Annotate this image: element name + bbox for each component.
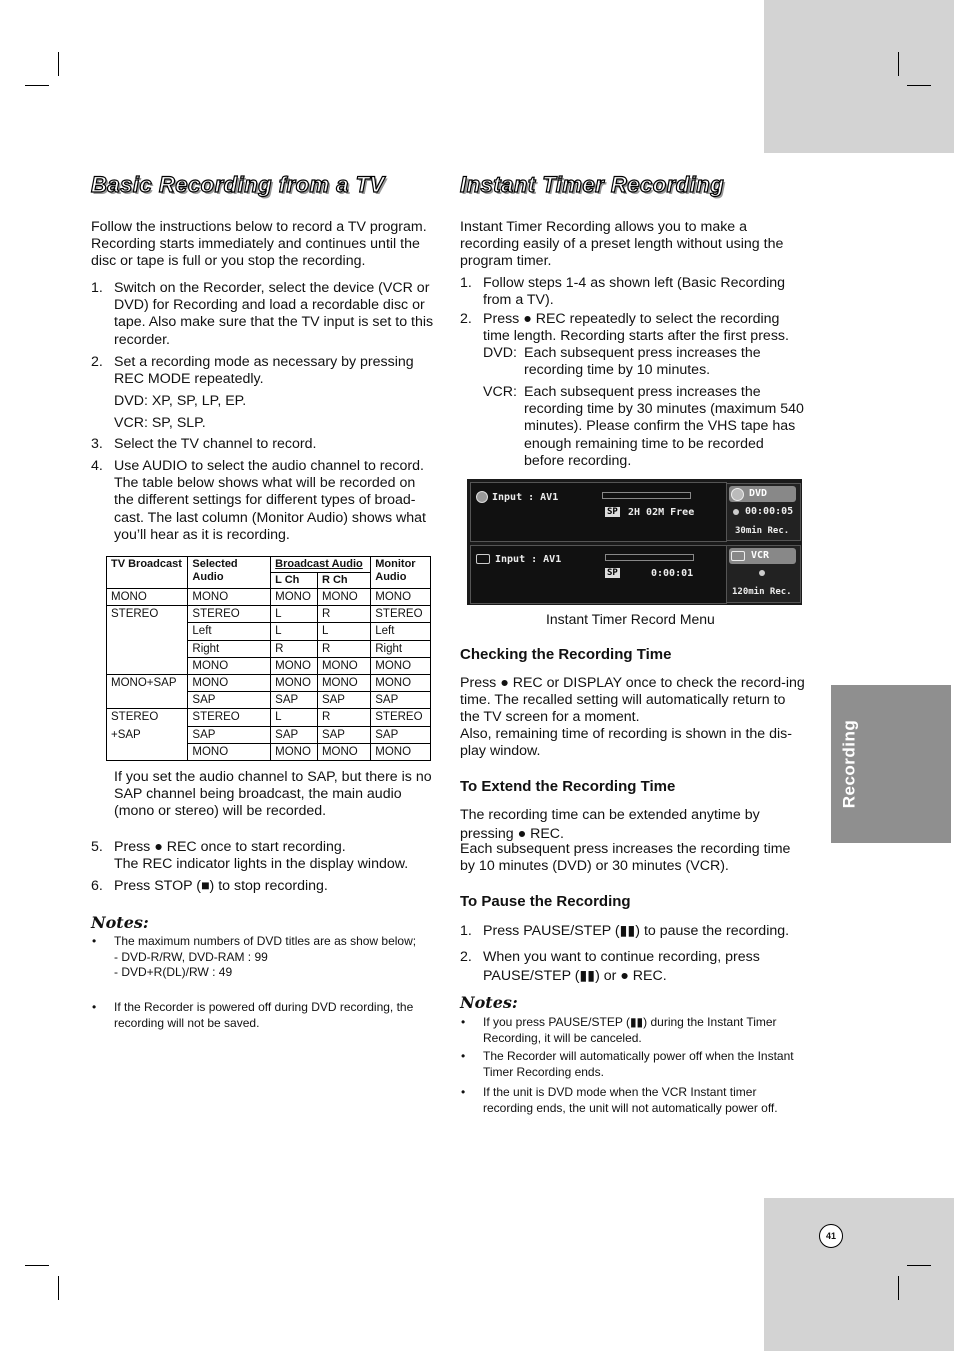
table-cell: SAP xyxy=(271,692,318,709)
disc-icon xyxy=(476,491,488,503)
vcr-modes: VCR: SP, SLP. xyxy=(114,415,206,431)
right-note-2: • The Recorder will automatically power off when the Instant Timer Recording ends. xyxy=(461,1049,794,1079)
extend-heading: To Extend the Recording Time xyxy=(460,778,676,795)
table-row xyxy=(107,606,431,623)
vcr-label: VCR: xyxy=(483,384,517,400)
dvd-label: DVD: xyxy=(483,345,517,361)
tape-icon xyxy=(731,551,745,561)
table-cell: L xyxy=(271,623,318,640)
dvd-rec-length: 30min Rec. xyxy=(735,526,790,536)
left-step-2: 2. Set a recording mode as necessary by pressing REC MODE repeatedly. xyxy=(91,354,414,388)
table-cell: MONO xyxy=(271,589,318,606)
left-step-3: 3. Select the TV channel to record. xyxy=(91,436,317,452)
table-header-cell: Selected Audio xyxy=(188,557,271,589)
dvd-elapsed-time: 00:00:05 xyxy=(745,506,794,517)
record-dot-icon xyxy=(759,570,765,576)
dvd-device-label: DVD xyxy=(749,488,768,499)
dvd-info-panel xyxy=(470,482,727,542)
left-section-title: Basic Recording from a TV xyxy=(91,172,385,197)
left-step-5: 5. Press ● REC once to start recording. xyxy=(91,839,346,855)
table-row xyxy=(107,589,431,606)
table-cell: SAP xyxy=(188,692,271,709)
left-note-2: • If the Recorder is powered off during DVD recording, the recording will not be saved. xyxy=(92,1000,414,1030)
check-text: Press ● REC or DISPLAY once to check the record-ing time. The recalled setting will automatically return to the TV screen for a moment. xyxy=(460,675,805,726)
crop-mark xyxy=(898,1276,899,1300)
table-cell: L xyxy=(271,709,318,726)
table-cell: MONO xyxy=(188,657,271,674)
table-cell: MONO xyxy=(188,675,271,692)
vcr-status-panel xyxy=(726,545,801,603)
table-cell: MONO xyxy=(317,743,370,760)
left-note-1: • The maximum numbers of DVD titles are as show below; - DVD-R/RW, DVD-RAM : 99 - DVD+R(DL)/RW : 49 xyxy=(92,934,417,979)
dvd-modes: DVD: XP, SP, LP, EP. xyxy=(114,393,247,409)
section-tab-label: Recording xyxy=(839,719,858,809)
table-cell: STEREO xyxy=(107,606,188,675)
left-intro: Follow the instructions below to record a TV program. Recording starts immediately and continues until the disc or tape is full or you stop the recording. xyxy=(91,219,427,270)
table-cell: Left xyxy=(371,623,431,640)
vcr-input-label: Input : AV1 xyxy=(495,554,562,565)
check-text-2: Also, remaining time of recording is shown in the dis-play window. xyxy=(460,726,792,760)
crop-mark xyxy=(58,52,59,76)
extend-text-2: Each subsequent press increases the recording time by 10 minutes (DVD) or 30 minutes (VCR). xyxy=(460,841,791,875)
table-cell: MONO xyxy=(371,675,431,692)
tape-icon xyxy=(476,554,490,564)
table-cell: MONO+SAP xyxy=(107,675,188,709)
dvd-description: Each subsequent press increases the recording time by 10 minutes. xyxy=(524,345,761,379)
right-step-1: 1. Follow steps 1-4 as shown left (Basic Recording from a TV). xyxy=(460,275,786,309)
table-cell: SAP xyxy=(317,692,370,709)
table-cell: R xyxy=(317,709,370,726)
dvd-progress-bar xyxy=(602,492,691,499)
table-cell: STEREO xyxy=(371,709,431,726)
table-header-cell: L Ch xyxy=(271,573,318,589)
crop-mark xyxy=(907,1265,931,1266)
vcr-rec-length: 120min Rec. xyxy=(732,587,792,597)
table-header-cell: TV Broadcast xyxy=(107,557,188,589)
page-number: 41 xyxy=(819,1224,843,1248)
left-step-6: 6. Press STOP (■) to stop recording. xyxy=(91,878,328,894)
table-cell: MONO xyxy=(271,675,318,692)
table-cell: SAP xyxy=(271,726,318,743)
table-header-cell: Broadcast Audio xyxy=(271,557,371,573)
dvd-status-panel xyxy=(726,483,801,541)
dvd-free-space: 2H 02M Free xyxy=(628,507,695,518)
table-cell: SAP xyxy=(188,726,271,743)
menu-caption: Instant Timer Record Menu xyxy=(546,611,715,627)
crop-mark xyxy=(58,1276,59,1300)
table-cell: MONO xyxy=(107,589,188,606)
table-cell: MONO xyxy=(317,675,370,692)
table-cell: L xyxy=(317,623,370,640)
left-step-4: 4. Use AUDIO to select the audio channel to record. The table below shows what will be recorded on the different settings for different types of broad-cast. The last column (Monitor Audio) shows what you’ll hear as it is recording. xyxy=(91,458,426,543)
vcr-mode-badge: SP xyxy=(607,568,618,578)
right-intro: Instant Timer Recording allows you to make a recording easily of a preset length without using the program timer. xyxy=(460,219,784,270)
vcr-counter: 0:00:01 xyxy=(651,568,694,579)
side-band-bottom xyxy=(764,1198,954,1351)
right-notes-heading: Notes: xyxy=(460,993,518,1012)
left-step-5-extra: The REC indicator lights in the display window. xyxy=(114,856,409,872)
sap-note: If you set the audio channel to SAP, but there is no SAP channel being broadcast, the main audio (mono or stereo) will be recorded. xyxy=(114,769,432,820)
audio-channel-table xyxy=(106,556,431,761)
crop-mark xyxy=(25,85,49,86)
crop-mark xyxy=(25,1265,49,1266)
extend-text: The recording time can be extended anytime by pressing ● REC. xyxy=(460,807,760,842)
table-cell: L xyxy=(271,606,318,623)
crop-mark xyxy=(907,85,931,86)
vcr-description: Each subsequent press increases the recording time by 30 minutes (maximum 540 minutes). Please confirm the VHS tape has enough remaining time to be recorded before recording. xyxy=(524,384,804,469)
table-header-cell: Monitor Audio xyxy=(371,557,431,589)
pause-step-2: 2. When you want to continue recording, press PAUSE/STEP (▮▮) or ● REC. xyxy=(460,949,760,984)
check-heading: Checking the Recording Time xyxy=(460,646,672,663)
table-cell: R xyxy=(271,640,318,657)
table-cell: SAP xyxy=(371,692,431,709)
table-row xyxy=(107,709,431,726)
right-note-3: • If the unit is DVD mode when the VCR Instant timer recording ends, the unit will not automatically power off. xyxy=(461,1085,778,1115)
instant-timer-menu-image xyxy=(467,479,802,605)
left-notes-heading: Notes: xyxy=(91,913,149,932)
table-cell: Left xyxy=(188,623,271,640)
table-header-cell: R Ch xyxy=(317,573,370,589)
vcr-device-label: VCR xyxy=(751,550,770,561)
crop-mark xyxy=(898,52,899,76)
table-cell: STEREO xyxy=(188,709,271,726)
vcr-info-panel xyxy=(470,545,727,604)
record-dot-icon xyxy=(733,509,739,515)
table-cell: MONO xyxy=(271,657,318,674)
table-header-row xyxy=(107,557,431,573)
disc-icon xyxy=(731,488,744,501)
table-cell: MONO xyxy=(188,743,271,760)
table-cell: MONO xyxy=(317,657,370,674)
table-cell: SAP xyxy=(317,726,370,743)
table-cell: STEREO xyxy=(371,606,431,623)
left-step-1: 1. Switch on the Recorder, select the device (VCR or DVD) for Recording and load a recordable disc or tape. Also make sure that the TV input is set to this recorder. xyxy=(91,280,434,348)
table-cell: R xyxy=(317,640,370,657)
right-section-title: Instant Timer Recording xyxy=(460,172,725,197)
table-cell: MONO xyxy=(371,657,431,674)
right-note-1: • If you press PAUSE/STEP (▮▮) during the Instant Timer Recording, it will be canceled. xyxy=(461,1015,777,1045)
table-cell: MONO xyxy=(188,589,271,606)
table-row xyxy=(107,675,431,692)
table-cell: MONO xyxy=(271,743,318,760)
table-cell: STEREO xyxy=(188,606,271,623)
pause-step-1: 1. Press PAUSE/STEP (▮▮) to pause the recording. xyxy=(460,923,790,939)
table-cell: MONO xyxy=(371,743,431,760)
dvd-input-label: Input : AV1 xyxy=(492,492,559,503)
pause-heading: To Pause the Recording xyxy=(460,893,631,910)
vcr-progress-bar xyxy=(605,554,694,561)
table-cell: MONO xyxy=(371,589,431,606)
table-cell: STEREO +SAP xyxy=(107,709,188,761)
table-cell: Right xyxy=(188,640,271,657)
right-step-2: 2. Press ● REC repeatedly to select the recording time length. Recording starts after the first press. xyxy=(460,311,789,345)
table-cell: SAP xyxy=(371,726,431,743)
side-band-top xyxy=(764,0,954,153)
table-cell: Right xyxy=(371,640,431,657)
dvd-mode-badge: SP xyxy=(607,507,618,517)
table-cell: MONO xyxy=(317,589,370,606)
table-cell: R xyxy=(317,606,370,623)
